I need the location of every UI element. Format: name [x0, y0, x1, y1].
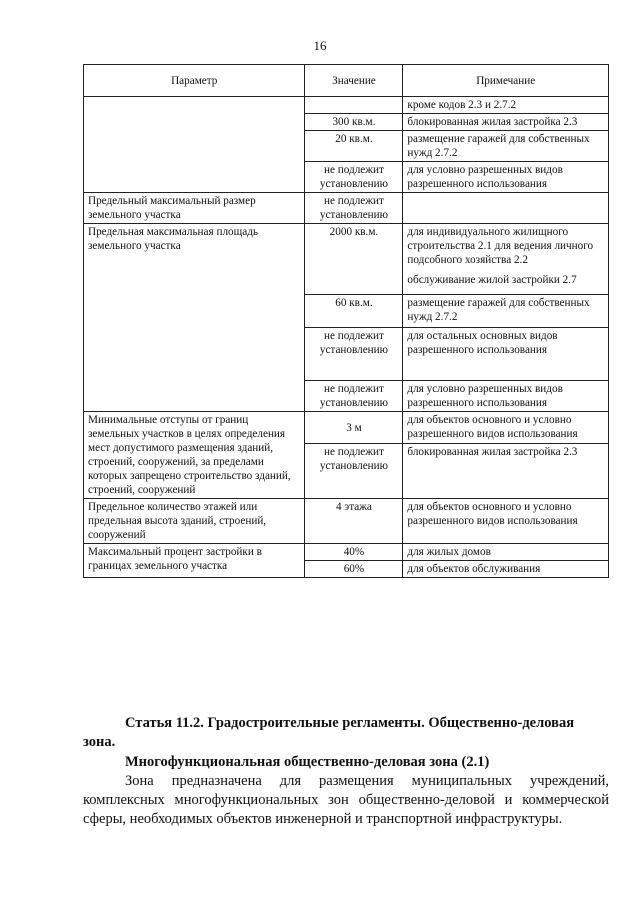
value-cell: 4 этажа: [305, 499, 403, 544]
value-cell: не подлежит установлению: [305, 444, 403, 499]
note-cell: [403, 224, 609, 295]
table-header-row: [84, 65, 609, 97]
page-number: 16: [313, 38, 327, 53]
value-cell: 300 кв.м.: [305, 114, 403, 131]
value-cell: не подлежит установлению: [305, 162, 403, 193]
header-value: Значение: [305, 65, 403, 97]
note-cell: для объектов основного и условно разрешенного видов использования: [403, 499, 609, 544]
table-row: [84, 97, 609, 114]
zone-description: Зона предназначена для размещения муниципальных учреждений, комплексных многофункциональных зон общественно-деловой и коммерческой сферы, необходимых объектов инженерной и транспортной инфраструктуры.: [83, 773, 609, 827]
param-cell: Минимальные отступы от границ земельных участков в целях определения мест допустимого размещения зданий, строений, сооружений, за пределами которых запрещено строительство зданий, строений, сооружений: [84, 412, 305, 499]
note-cell: для жилых домов: [403, 544, 609, 561]
header-parameter: Параметр: [84, 65, 305, 97]
value-cell: 3 м: [305, 412, 403, 444]
param-cell: [84, 97, 305, 193]
value-cell: 60 кв.м.: [305, 295, 403, 328]
value-cell: 40%: [305, 544, 403, 561]
param-cell: Предельный максимальный размер земельного участка: [84, 193, 305, 224]
article-heading: Статья 11.2. Градостроительные регламенты. Общественно-деловая зона.: [83, 715, 575, 750]
note-cell: для условно разрешенных видов разрешенного использования: [403, 162, 609, 193]
value-cell: не подлежит установлению: [305, 193, 403, 224]
note-cell: для объектов основного и условно разрешенного видов использования: [403, 412, 609, 444]
table-row: [84, 224, 609, 295]
param-cell: Максимальный процент застройки в границах земельного участка: [84, 544, 305, 578]
value-cell: 20 кв.м.: [305, 131, 403, 162]
table-row: [84, 499, 609, 544]
header-note: Примечание: [403, 65, 609, 97]
note-cell: блокированная жилая застройка 2.3: [403, 444, 609, 499]
table-row: [84, 193, 609, 224]
value-cell: [305, 97, 403, 114]
value-cell: 60%: [305, 561, 403, 578]
note-cell: размещение гаражей для собственных нужд 2.7.2: [403, 295, 609, 328]
param-cell: Предельная максимальная площадь земельного участка: [84, 224, 305, 412]
regulations-table: [83, 64, 609, 578]
param-cell: Предельное количество этажей или предельная высота зданий, строений, сооружений: [84, 499, 305, 544]
note-cell: кроме кодов 2.3 и 2.7.2: [403, 97, 609, 114]
note-cell: для условно разрешенных видов разрешенного использования: [403, 381, 609, 412]
value-cell: 2000 кв.м.: [305, 224, 403, 295]
zone-subheading: Многофункциональная общественно-деловая зона (2.1): [125, 754, 490, 770]
note-text-2: обслуживание жилой застройки 2.7: [407, 274, 577, 286]
value-cell: не подлежит установлению: [305, 381, 403, 412]
note-text: для индивидуального жилищного строительства 2.1 для ведения личного подсобного хозяйства 2.2: [407, 226, 594, 266]
table-row: [84, 412, 609, 444]
note-cell: [403, 193, 609, 224]
value-cell: не подлежит установлению: [305, 328, 403, 381]
note-cell: блокированная жилая застройка 2.3: [403, 114, 609, 131]
note-cell: для остальных основных видов разрешенного использования: [403, 328, 609, 381]
note-cell: для объектов обслуживания: [403, 561, 609, 578]
table-row: [84, 544, 609, 561]
note-cell: размещение гаражей для собственных нужд 2.7.2: [403, 131, 609, 162]
